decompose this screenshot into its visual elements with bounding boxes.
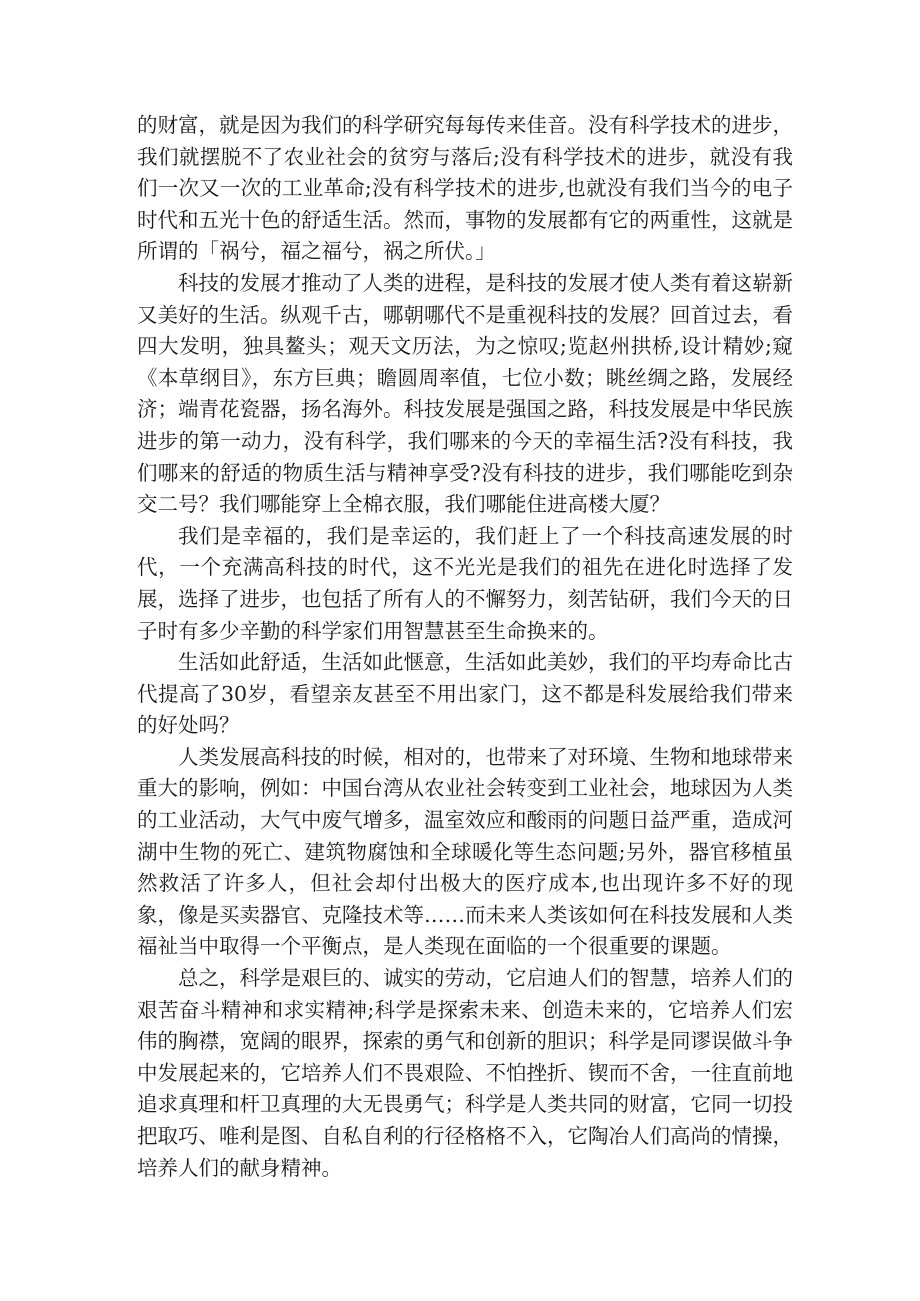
paragraph-wealth-of-science: 的财富，就是因为我们的科学研究每每传来佳音。没有科学技术的进步，我们就摆脱不了农业社会的贫穷与落后;没有科学技术的进步，就没有我们一次又一次的工业革命;没有科学技术的进步,也就没有我们当今的电子时代和五光十色的舒适生活。然而，事物的发展都有它的两重性，这就是所谓的「祸兮，福之福兮，祸之所伏。」 bbox=[137, 113, 793, 264]
paragraph-we-are-fortunate: 我们是幸福的，我们是幸运的，我们赶上了一个科技高速发展的时代，一个充满高科技的时代，这不光光是我们的祖先在进化时选择了发展，选择了进步，也包括了所有人的不懈努力，刻苦钻研，我们今天的日子时有多少辛勤的科学家们用智慧甚至生命换来的。 bbox=[137, 523, 793, 643]
document-body bbox=[137, 110, 793, 1184]
paragraph-conclusion: 总之，科学是艰巨的、诚实的劳动，它启迪人们的智慧，培养人们的艰苦奋斗精神和求实精神;科学是探索未来、创造未来的，它培养人们宏伟的胸襟，宽阔的眼界，探索的勇气和创新的胆识；科学是同谬误做斗争中发展起来的，它培养人们不畏艰险、不怕挫折、锲而不舍，一往直前地追求真理和杆卫真理的大无畏勇气；科学是人类共同的财富，它同一切投把取巧、唯利是图、自私自利的行径格格不入，它陶冶人们高尚的情操，培养人们的献身精神。 bbox=[137, 966, 793, 1180]
paragraph-comfortable-life: 生活如此舒适，生活如此惬意，生活如此美妙，我们的平均寿命比古代提高了30岁，看望亲友甚至不用出家门，这不都是科发展给我们带来的好处吗？ bbox=[137, 650, 793, 738]
paragraph-progress-of-mankind: 科技的发展才推动了人类的进程，是科技的发展才使人类有着这崭新又美好的生活。纵观千古，哪朝哪代不是重视科技的发展？回首过去，看四大发明，独具鳌头；观天文历法，为之惊叹;览赵州拱桥,设计精妙;窥《本草纲目》，东方巨典；瞻圆周率值，七位小数；眺丝绸之路，发展经济；端青花瓷器，扬名海外。科技发展是强国之路，科技发展是中华民族进步的第一动力，没有科学，我们哪来的今天的幸福生活?没有科技，我们哪来的舒适的物质生活与精神享受?没有科技的进步，我们哪能吃到杂交二号？我们哪能穿上全棉衣服，我们哪能住进高楼大厦？ bbox=[137, 270, 793, 517]
paragraph-environmental-impact: 人类发展高科技的时候，相对的，也带来了对环境、生物和地球带来重大的影响，例如：中国台湾从农业社会转变到工业社会，地球因为人类的工业活动，大气中废气增多，温室效应和酸雨的问题日益严重，造成河湖中生物的死亡、建筑物腐蚀和全球暖化等生态问题;另外，器官移植虽然救活了许多人，但社会却付出极大的医疗成本,也出现许多不好的现象，像是买卖器官、克隆技术等……而未来人类该如何在科技发展和人类福祉当中取得一个平衡点，是人类现在面临的一个很重要的课题。 bbox=[137, 744, 793, 959]
